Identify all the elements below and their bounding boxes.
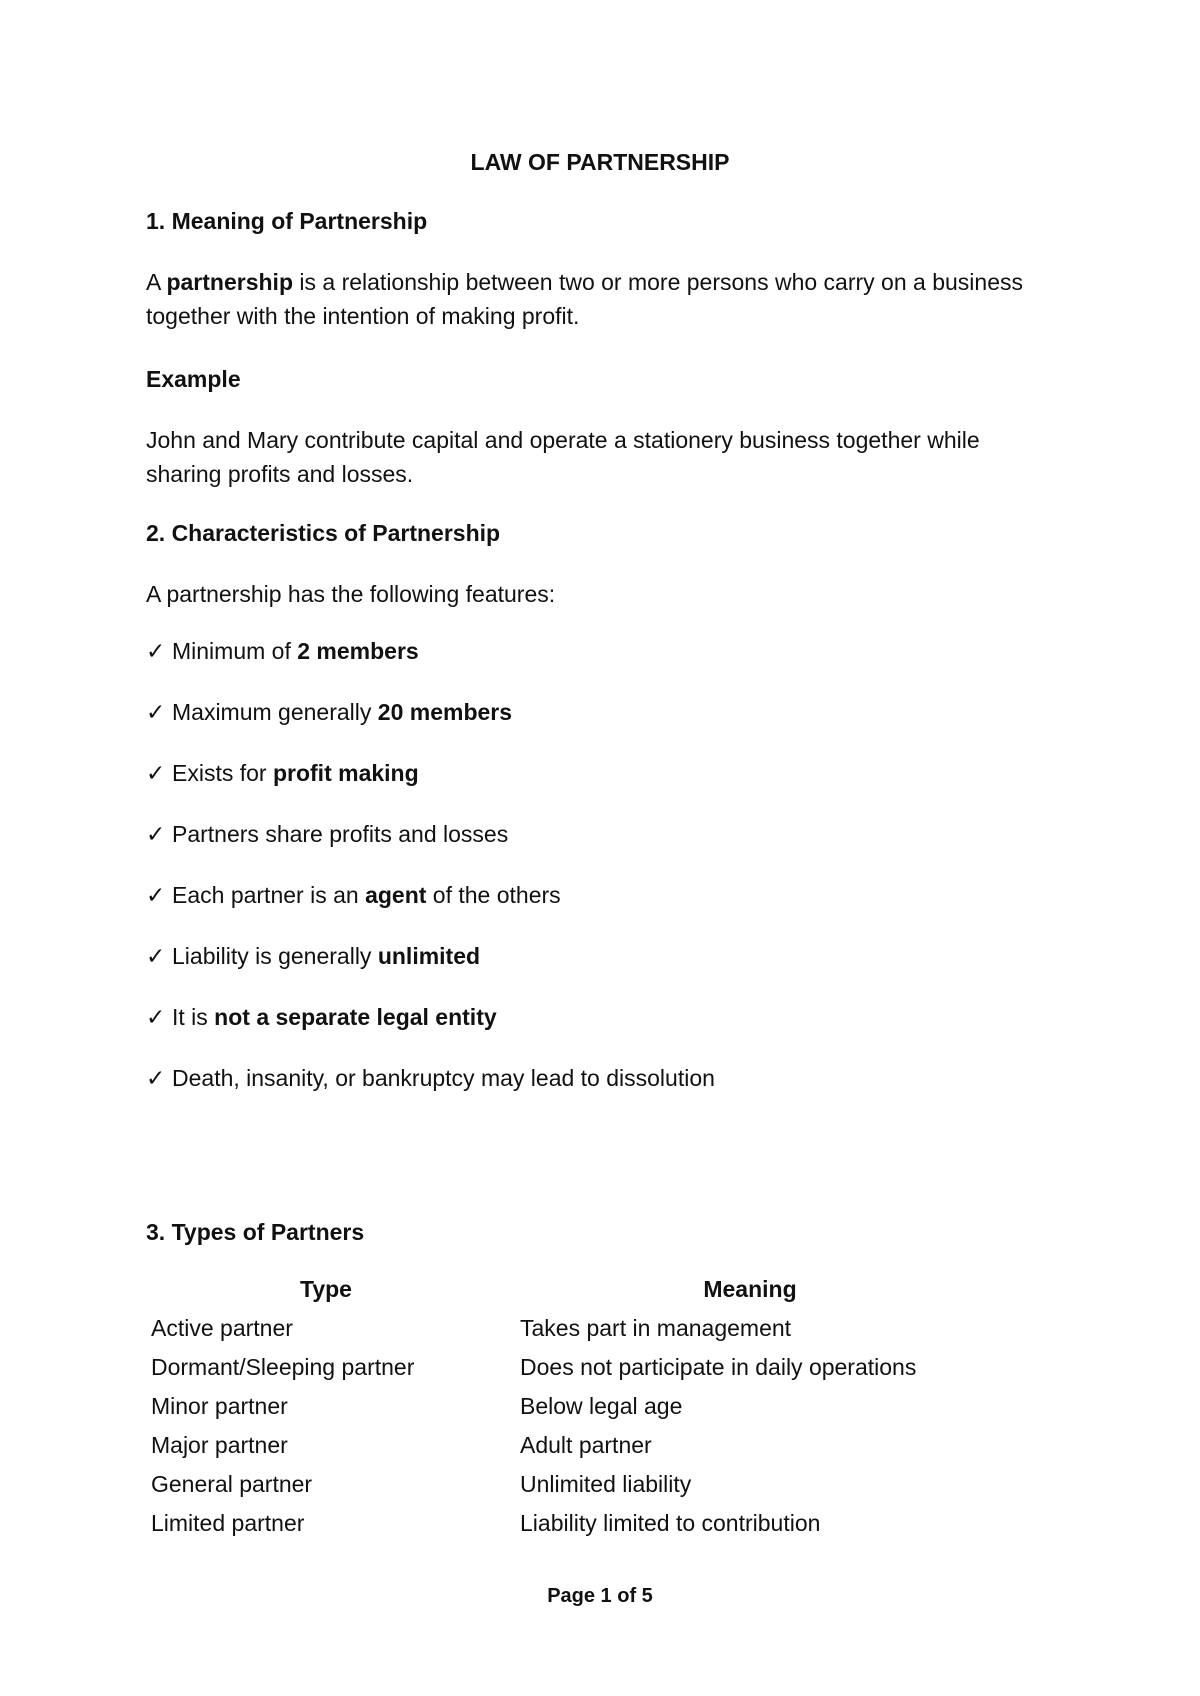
cell-meaning: Liability limited to contribution (520, 1510, 821, 1536)
table-row (146, 1315, 966, 1354)
example-paragraph: John and Mary contribute capital and operate a stationery business together while sharing profits and losses. (146, 427, 980, 487)
list-item (146, 943, 480, 970)
checkmark-icon: ✓ (146, 638, 166, 664)
section-2-heading: 2. Characteristics of Partnership (146, 520, 501, 546)
cell-meaning: Unlimited liability (520, 1471, 692, 1497)
list-item (146, 1065, 715, 1092)
list-item (146, 638, 419, 665)
cell-type: Major partner (151, 1432, 288, 1458)
table-row (146, 1510, 966, 1549)
list-item (146, 760, 419, 787)
checkmark-icon: ✓ (146, 760, 166, 786)
section-3-heading: 3. Types of Partners (146, 1219, 365, 1245)
list-item-text: Minimum of (172, 638, 298, 664)
document-title: LAW OF PARTNERSHIP (470, 149, 730, 175)
list-item-text-end: of the others (426, 882, 561, 908)
table-body (146, 1315, 966, 1549)
list-item-text: It is (172, 1004, 215, 1030)
table-row (146, 1393, 966, 1432)
list-item (146, 821, 508, 848)
checkmark-icon: ✓ (146, 943, 166, 969)
definition-paragraph (146, 265, 1046, 333)
cell-meaning: Below legal age (520, 1393, 683, 1419)
cell-type: Active partner (151, 1315, 293, 1341)
list-item (146, 882, 561, 909)
list-item-text: Partners share profits and losses (172, 821, 509, 847)
characteristics-intro: A partnership has the following features: (146, 581, 556, 607)
cell-type: Minor partner (151, 1393, 288, 1419)
column-header-meaning: Meaning (703, 1276, 797, 1302)
checkmark-icon: ✓ (146, 821, 166, 847)
list-item-emphasis: agent (365, 882, 427, 908)
section-1-heading: 1. Meaning of Partnership (146, 208, 428, 234)
list-item (146, 1004, 497, 1031)
list-item-emphasis: profit making (272, 760, 419, 786)
definition-text-start: A (146, 269, 167, 295)
cell-type: Dormant/Sleeping partner (151, 1354, 415, 1380)
cell-type: Limited partner (151, 1510, 305, 1536)
definition-term: partnership (166, 269, 293, 295)
checkmark-icon: ✓ (146, 1065, 166, 1091)
table-row (146, 1432, 966, 1471)
checkmark-icon: ✓ (146, 882, 166, 908)
table-row (146, 1471, 966, 1510)
list-item-text: Death, insanity, or bankruptcy may lead to dissolution (172, 1065, 715, 1091)
checkmark-icon: ✓ (146, 699, 166, 725)
cell-meaning: Does not participate in daily operations (520, 1354, 917, 1380)
list-item-text: Liability is generally (172, 943, 378, 969)
list-item-text: Maximum generally (172, 699, 378, 725)
checkmark-icon: ✓ (146, 1004, 166, 1030)
cell-meaning: Adult partner (520, 1432, 652, 1458)
list-item-emphasis: not a separate legal entity (214, 1004, 497, 1030)
list-item-emphasis: 2 members (297, 638, 419, 664)
partner-types-table (146, 1276, 966, 1549)
list-item-emphasis: unlimited (377, 943, 481, 969)
list-item-text: Exists for (172, 760, 273, 786)
cell-meaning: Takes part in management (520, 1315, 792, 1341)
table-header-row (146, 1276, 966, 1315)
table-row (146, 1354, 966, 1393)
example-heading: Example (146, 366, 241, 392)
list-item-emphasis: 20 members (377, 699, 513, 725)
list-item (146, 699, 512, 726)
column-header-type: Type (300, 1276, 352, 1302)
cell-type: General partner (151, 1471, 313, 1497)
page-number: Page 1 of 5 (547, 1585, 653, 1607)
definition-text-end: is a relationship between two or more persons who carry on a business together with the intention of making profit. (146, 269, 1023, 329)
list-item-text: Each partner is an (172, 882, 366, 908)
